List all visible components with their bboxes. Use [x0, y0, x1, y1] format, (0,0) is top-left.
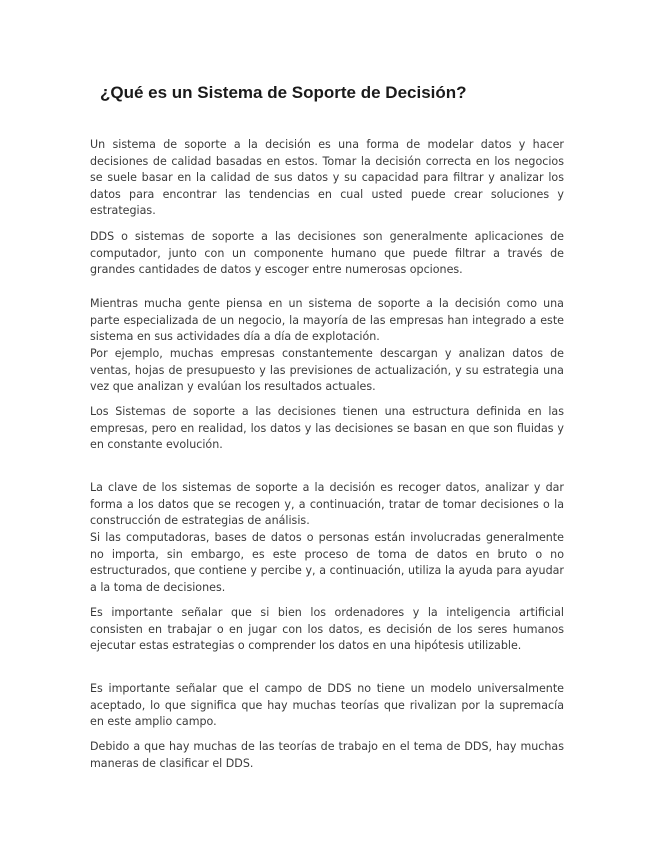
page-title: ¿Qué es un Sistema de Soporte de Decisión? — [100, 83, 467, 102]
paragraph-4: Por ejemplo, muchas empresas constantemente descargan y analizan datos de ventas, hojas de presupuesto y las previsiones de actualización, y su estrategia una vez que analizan y evalúan los resultados actuales. — [90, 347, 564, 393]
paragraph-9: Es importante señalar que el campo de DDS no tiene un modelo universalmente aceptado, lo que significa que hay muchas teorías que rivalizan por la supremacía en este amplio campo. — [90, 682, 564, 728]
paragraph-3: Mientras mucha gente piensa en un sistema de soporte a la decisión como una parte especializada de un negocio, la mayoría de las empresas han integrado a este sistema en sus actividades día a día de explotación. — [90, 297, 564, 343]
paragraph-10: Debido a que hay muchas de las teorías de trabajo en el tema de DDS, hay muchas maneras de clasificar el DDS. — [90, 740, 564, 770]
paragraph-6: La clave de los sistemas de soporte a la decisión es recoger datos, analizar y dar forma a los datos que se recogen y, a continuación, tratar de tomar decisiones o la construcción de estrategias de análisis. — [90, 481, 564, 527]
paragraph-2: DDS o sistemas de soporte a las decisiones son generalmente aplicaciones de computador, junto con un componente humano que puede filtrar a través de grandes cantidades de datos y escoger entre numerosas opciones. — [90, 230, 564, 276]
paragraph-5: Los Sistemas de soporte a las decisiones tienen una estructura definida en las empresas, pero en realidad, los datos y las decisiones se basan en que son fluidas y en constante evolución. — [90, 405, 564, 451]
paragraph-8: Es importante señalar que si bien los ordenadores y la inteligencia artificial consisten en trabajar o en jugar con los datos, es decisión de los seres humanos ejecutar estas estrategias o comprender los datos en una hipótesis utilizable. — [90, 606, 564, 652]
paragraph-7: Si las computadoras, bases de datos o personas están involucradas generalmente no importa, sin embargo, es este proceso de toma de datos en bruto o no estructurados, que contiene y percibe y, a continuación, utiliza la ayuda para ayudar a la toma de decisiones. — [90, 531, 564, 594]
paragraph-1: Un sistema de soporte a la decisión es una forma de modelar datos y hacer decisiones de calidad basadas en estos. Tomar la decisión correcta en los negocios se suele basar en la calidad de sus datos y su capacidad para filtrar y analizar los datos para encontrar las tendencias en cual usted puede crear soluciones y estrategias. — [90, 138, 564, 217]
